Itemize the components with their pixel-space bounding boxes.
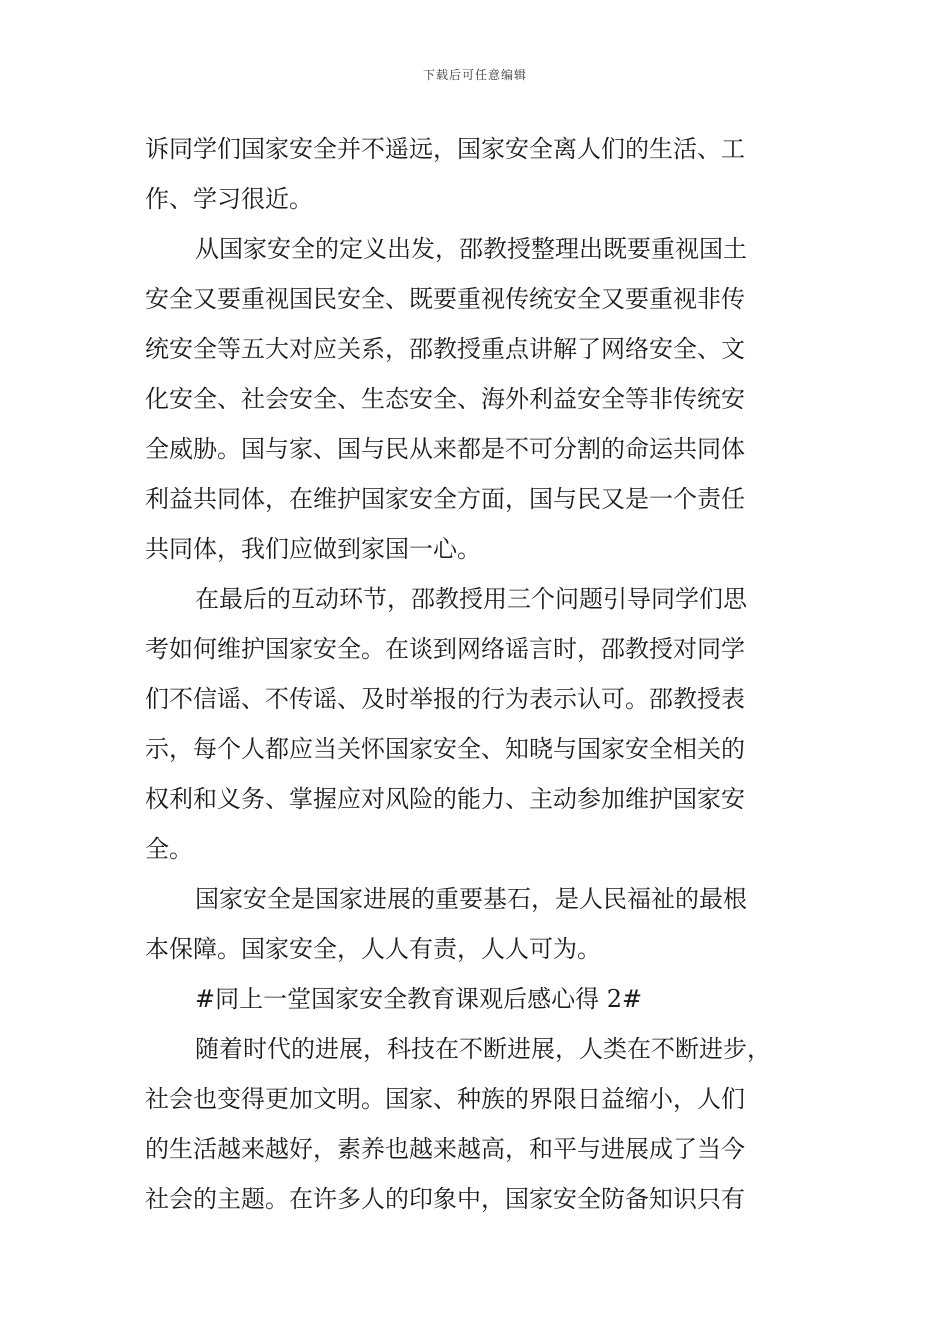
- text-line: 示，每个人都应当关怀国家安全、知晓与国家安全相关的: [145, 735, 745, 763]
- text-line: 们不信谣、不传谣、及时举报的行为表示认可。邵教授表: [145, 685, 745, 713]
- text-line: 国家安全是国家进展的重要基石，是人民福祉的最根: [195, 885, 747, 913]
- text-line: 的生活越来越好，素养也越来越高，和平与进展成了当今: [145, 1135, 745, 1163]
- text-line: 作、学习很近。: [145, 185, 313, 213]
- text-line: 共同体，我们应做到家国一心。: [145, 535, 481, 563]
- section-heading: #同上一堂国家安全教育课观后感心得 2#: [195, 985, 643, 1013]
- text-line: 考如何维护国家安全。在谈到网络谣言时，邵教授对同学: [145, 635, 745, 663]
- text-line: 本保障。国家安全，人人有责，人人可为。: [145, 935, 601, 963]
- text-line: 全威胁。国与家、国与民从来都是不可分割的命运共同体: [145, 435, 745, 463]
- text-line: 诉同学们国家安全并不遥远，国家安全离人们的生活、工: [145, 135, 745, 163]
- text-line: 从国家安全的定义出发，邵教授整理出既要重视国土: [195, 235, 747, 263]
- text-line: 社会的主题。在许多人的印象中，国家安全防备知识只有: [145, 1185, 745, 1213]
- text-line: 全。: [145, 835, 193, 863]
- text-line: 在最后的互动环节，邵教授用三个问题引导同学们思: [195, 585, 747, 613]
- page-header: 下载后可任意编辑: [422, 68, 527, 82]
- text-line: 化安全、社会安全、生态安全、海外利益安全等非传统安: [145, 385, 745, 413]
- text-line: 统安全等五大对应关系，邵教授重点讲解了网络安全、文: [145, 335, 745, 363]
- text-line: 随着时代的进展，科技在不断进展，人类在不断进步，: [195, 1035, 771, 1063]
- document-body: [145, 124, 810, 1224]
- text-line: 安全又要重视国民安全、既要重视传统安全又要重视非传: [145, 285, 745, 313]
- text-line: 利益共同体，在维护国家安全方面，国与民又是一个责任: [145, 485, 745, 513]
- text-line: 权利和义务、掌握应对风险的能力、主动参加维护国家安: [145, 785, 745, 813]
- text-line: 社会也变得更加文明。国家、种族的界限日益缩小，人们: [145, 1085, 745, 1113]
